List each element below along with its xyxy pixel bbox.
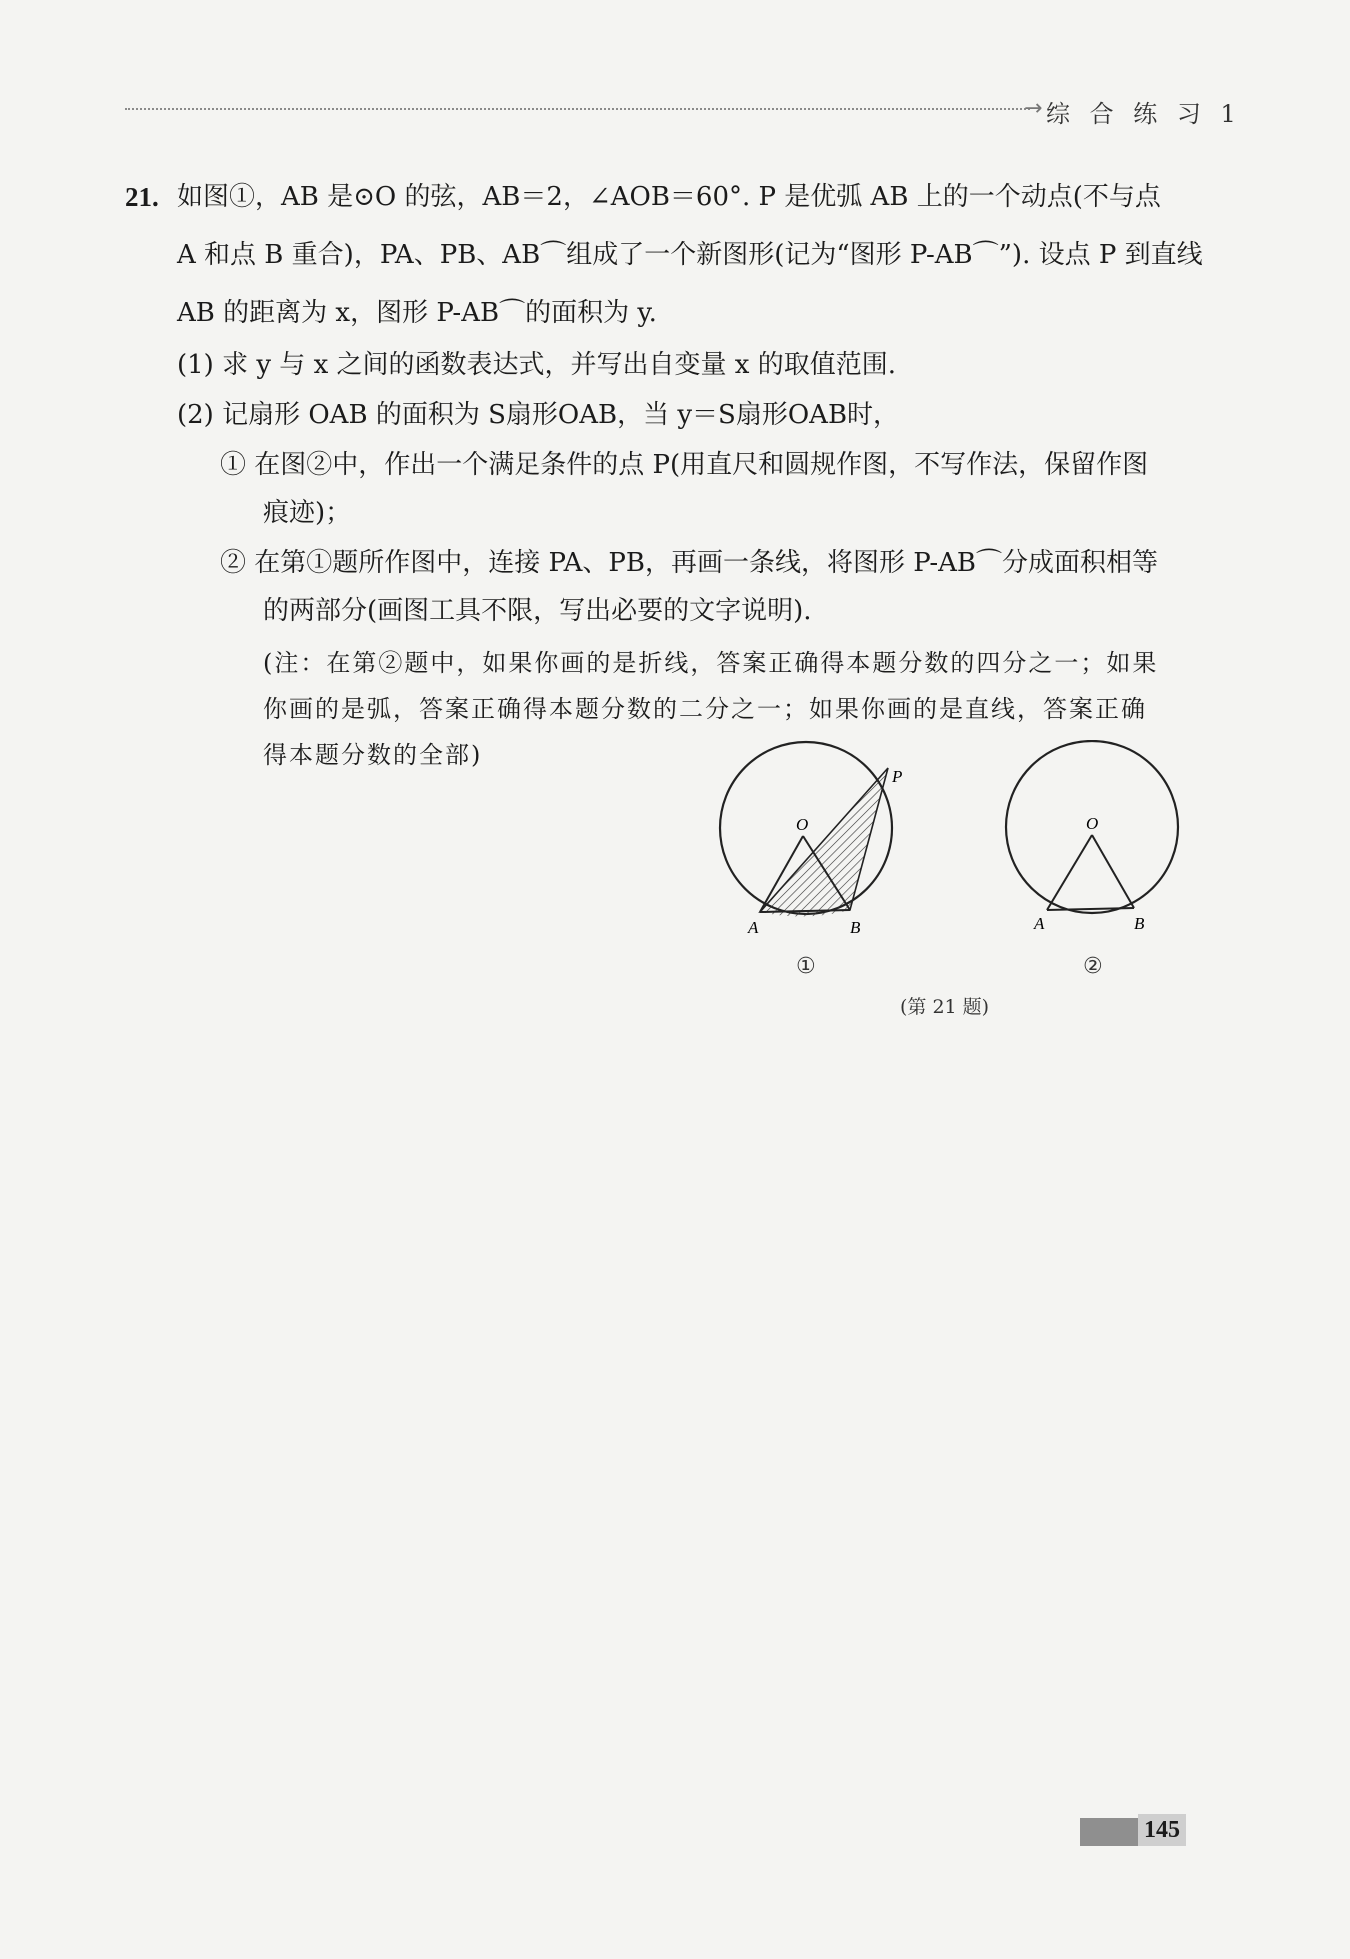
header-arrow-icon: →: [1024, 96, 1043, 121]
figure-2-label: ②: [1083, 954, 1103, 979]
point-label-A-1: A: [748, 918, 759, 937]
figure-2: [1006, 741, 1178, 933]
point-label-B-2: B: [1134, 914, 1145, 933]
part-2-2-line-b: 的两部分(画图工具不限，写出必要的文字说明).: [263, 596, 812, 626]
point-label-O-1: O: [796, 815, 809, 834]
part-2: (2) 记扇形 OAB 的面积为 S扇形OAB，当 y＝S扇形OAB时，: [177, 400, 900, 430]
part-2-1-line-a: ① 在图②中，作出一个满足条件的点 P(用直尺和圆规作图，不写作法，保留作图: [220, 450, 1149, 480]
note-line-c: 得本题分数的全部): [263, 741, 483, 769]
point-label-B-1: B: [850, 918, 861, 937]
point-label-A-2: A: [1034, 914, 1045, 933]
part-2-2-line-a: ② 在第①题所作图中，连接 PA、PB，再画一条线，将图形 P-AB⌒分成面积相等: [220, 548, 1159, 578]
problem-line-3: AB 的距离为 x，图形 P-AB⌒的面积为 y.: [177, 298, 657, 328]
problem-line-2: A 和点 B 重合)，PA、PB、AB⌒组成了一个新图形(记为“图形 P-AB⌒”). 设点 P 到直线: [177, 240, 1203, 270]
point-label-P-1: P: [892, 767, 903, 786]
note-line-a: (注：在第②题中，如果你画的是折线，答案正确得本题分数的四分之一；如果: [263, 649, 1159, 677]
figure-1: [720, 742, 902, 937]
problem-line-1: 如图①，AB 是⊙O 的弦，AB＝2，∠AOB＝60°. P 是优弧 AB 上的一个动点(不与点: [177, 182, 1161, 212]
part-1: (1) 求 y 与 x 之间的函数表达式，并写出自变量 x 的取值范围.: [177, 350, 896, 380]
header-dotted-rule: [125, 108, 1030, 110]
segment-OA-2: [1047, 835, 1092, 910]
shaded-region: [760, 768, 888, 912]
question-number: 21.: [125, 182, 159, 212]
figure-1-label: ①: [796, 954, 816, 979]
segment-OB-2: [1092, 835, 1134, 908]
page-number-bar: [1080, 1818, 1140, 1846]
point-label-O-2: O: [1086, 814, 1099, 833]
geometry-figures: [700, 740, 1220, 990]
note-line-b: 你画的是弧，答案正确得本题分数的二分之一；如果你画的是直线，答案正确: [263, 695, 1147, 723]
page-number: 145: [1138, 1814, 1186, 1846]
header-title: 综 合 练 习 1: [1046, 100, 1242, 128]
figure-caption: (第 21 题): [900, 996, 990, 1018]
segment-AB-2: [1047, 908, 1134, 910]
part-2-1-line-b: 痕迹)；: [263, 498, 352, 528]
